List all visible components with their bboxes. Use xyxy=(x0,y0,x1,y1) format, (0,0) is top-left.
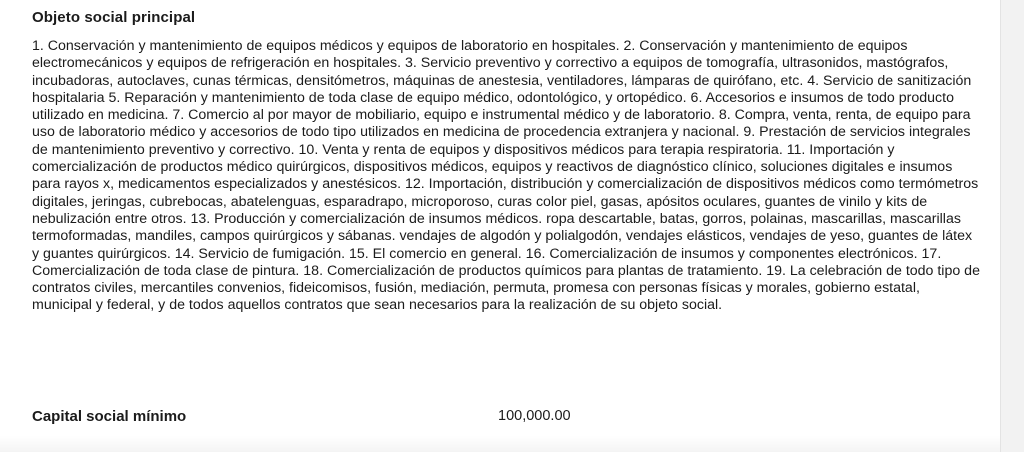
scroll-gutter xyxy=(1001,0,1024,452)
capital-value: 100,000.00 xyxy=(498,408,571,424)
section-body-text: 1. Conservación y mantenimiento de equipos médicos y equipos de laboratorio en hospitales. 2. Conservación y mantenimiento de equipos electromecánicos y equipos de refrigeración en hospitales. 3. Servicio preventivo y correctivo a equipos de tomografía, ultrasonidos, mastógrafos, incubadoras, autoclaves, cunas térmicas, densitómetros, máquinas de anestesia, ventiladores, lámparas de quirófano, etc. 4. Servicio de sanitización hospitalaria 5. Reparación y mantenimiento de toda clase de equipo médico, odontológico, y ortopédico. 6. Accesorios e insumos de todo producto utilizado en medicina. 7. Comercio al por mayor de mobiliario, equipo e instrumental médico y de laboratorio. 8. Compra, venta, renta, de equipo para uso de laboratorio médico y accesorios de todo tipo utilizados en medicina de procedencia extranjera y nacional. 9. Prestación de servicios integrales de mantenimiento preventivo y correctivo. 10. Venta y renta de equipos y dispositivos médicos para terapia respiratoria. 11. Importación y comercialización de productos médico quirúrgicos, dispositivos médicos, equipos y reactivos de diagnóstico clínico, soluciones digitales e insumos para rayos x, medicamentos especializados y anestésicos. 12. Importación, distribución y comercialización de dispositivos médicos como termómetros digitales, jeringas, cubrebocas, abatelenguas, esparadrapo, microporoso, curas color piel, gasas, apósitos oculares, guantes de vinilo y kits de nebulización entre otros. 13. Producción y comercialización de insumos médicos. ropa descartable, batas, gorros, polainas, mascarillas, mascarillas termoformadas, mandiles, campos quirúrgicos y sábanas. vendajes de algodón y polialgodón, vendajes elásticos, vendajes de yeso, guantes de látex y guantes quirúrgicos. 14. Servicio de fumigación. 15. El comercio en general. 16. Comercialización de insumos y componentes electrónicos. 17. Comercialización de toda clase de pintura. 18. Comercialización de productos químicos para plantas de tratamiento. 19. La celebración de todo tipo de contratos civiles, mercantiles convenios, fideicomisos, fusión, mediación, permuta, promesa con personas físicas y morales, gobierno estatal, municipal y federal, y de todos aquellos contratos que sean necesarios para la realización de su objeto social. xyxy=(32,38,980,314)
capital-label: Capital social mínimo xyxy=(32,408,187,425)
page-bottom-edge xyxy=(0,436,1000,452)
section-title: Objeto social principal xyxy=(32,9,196,26)
